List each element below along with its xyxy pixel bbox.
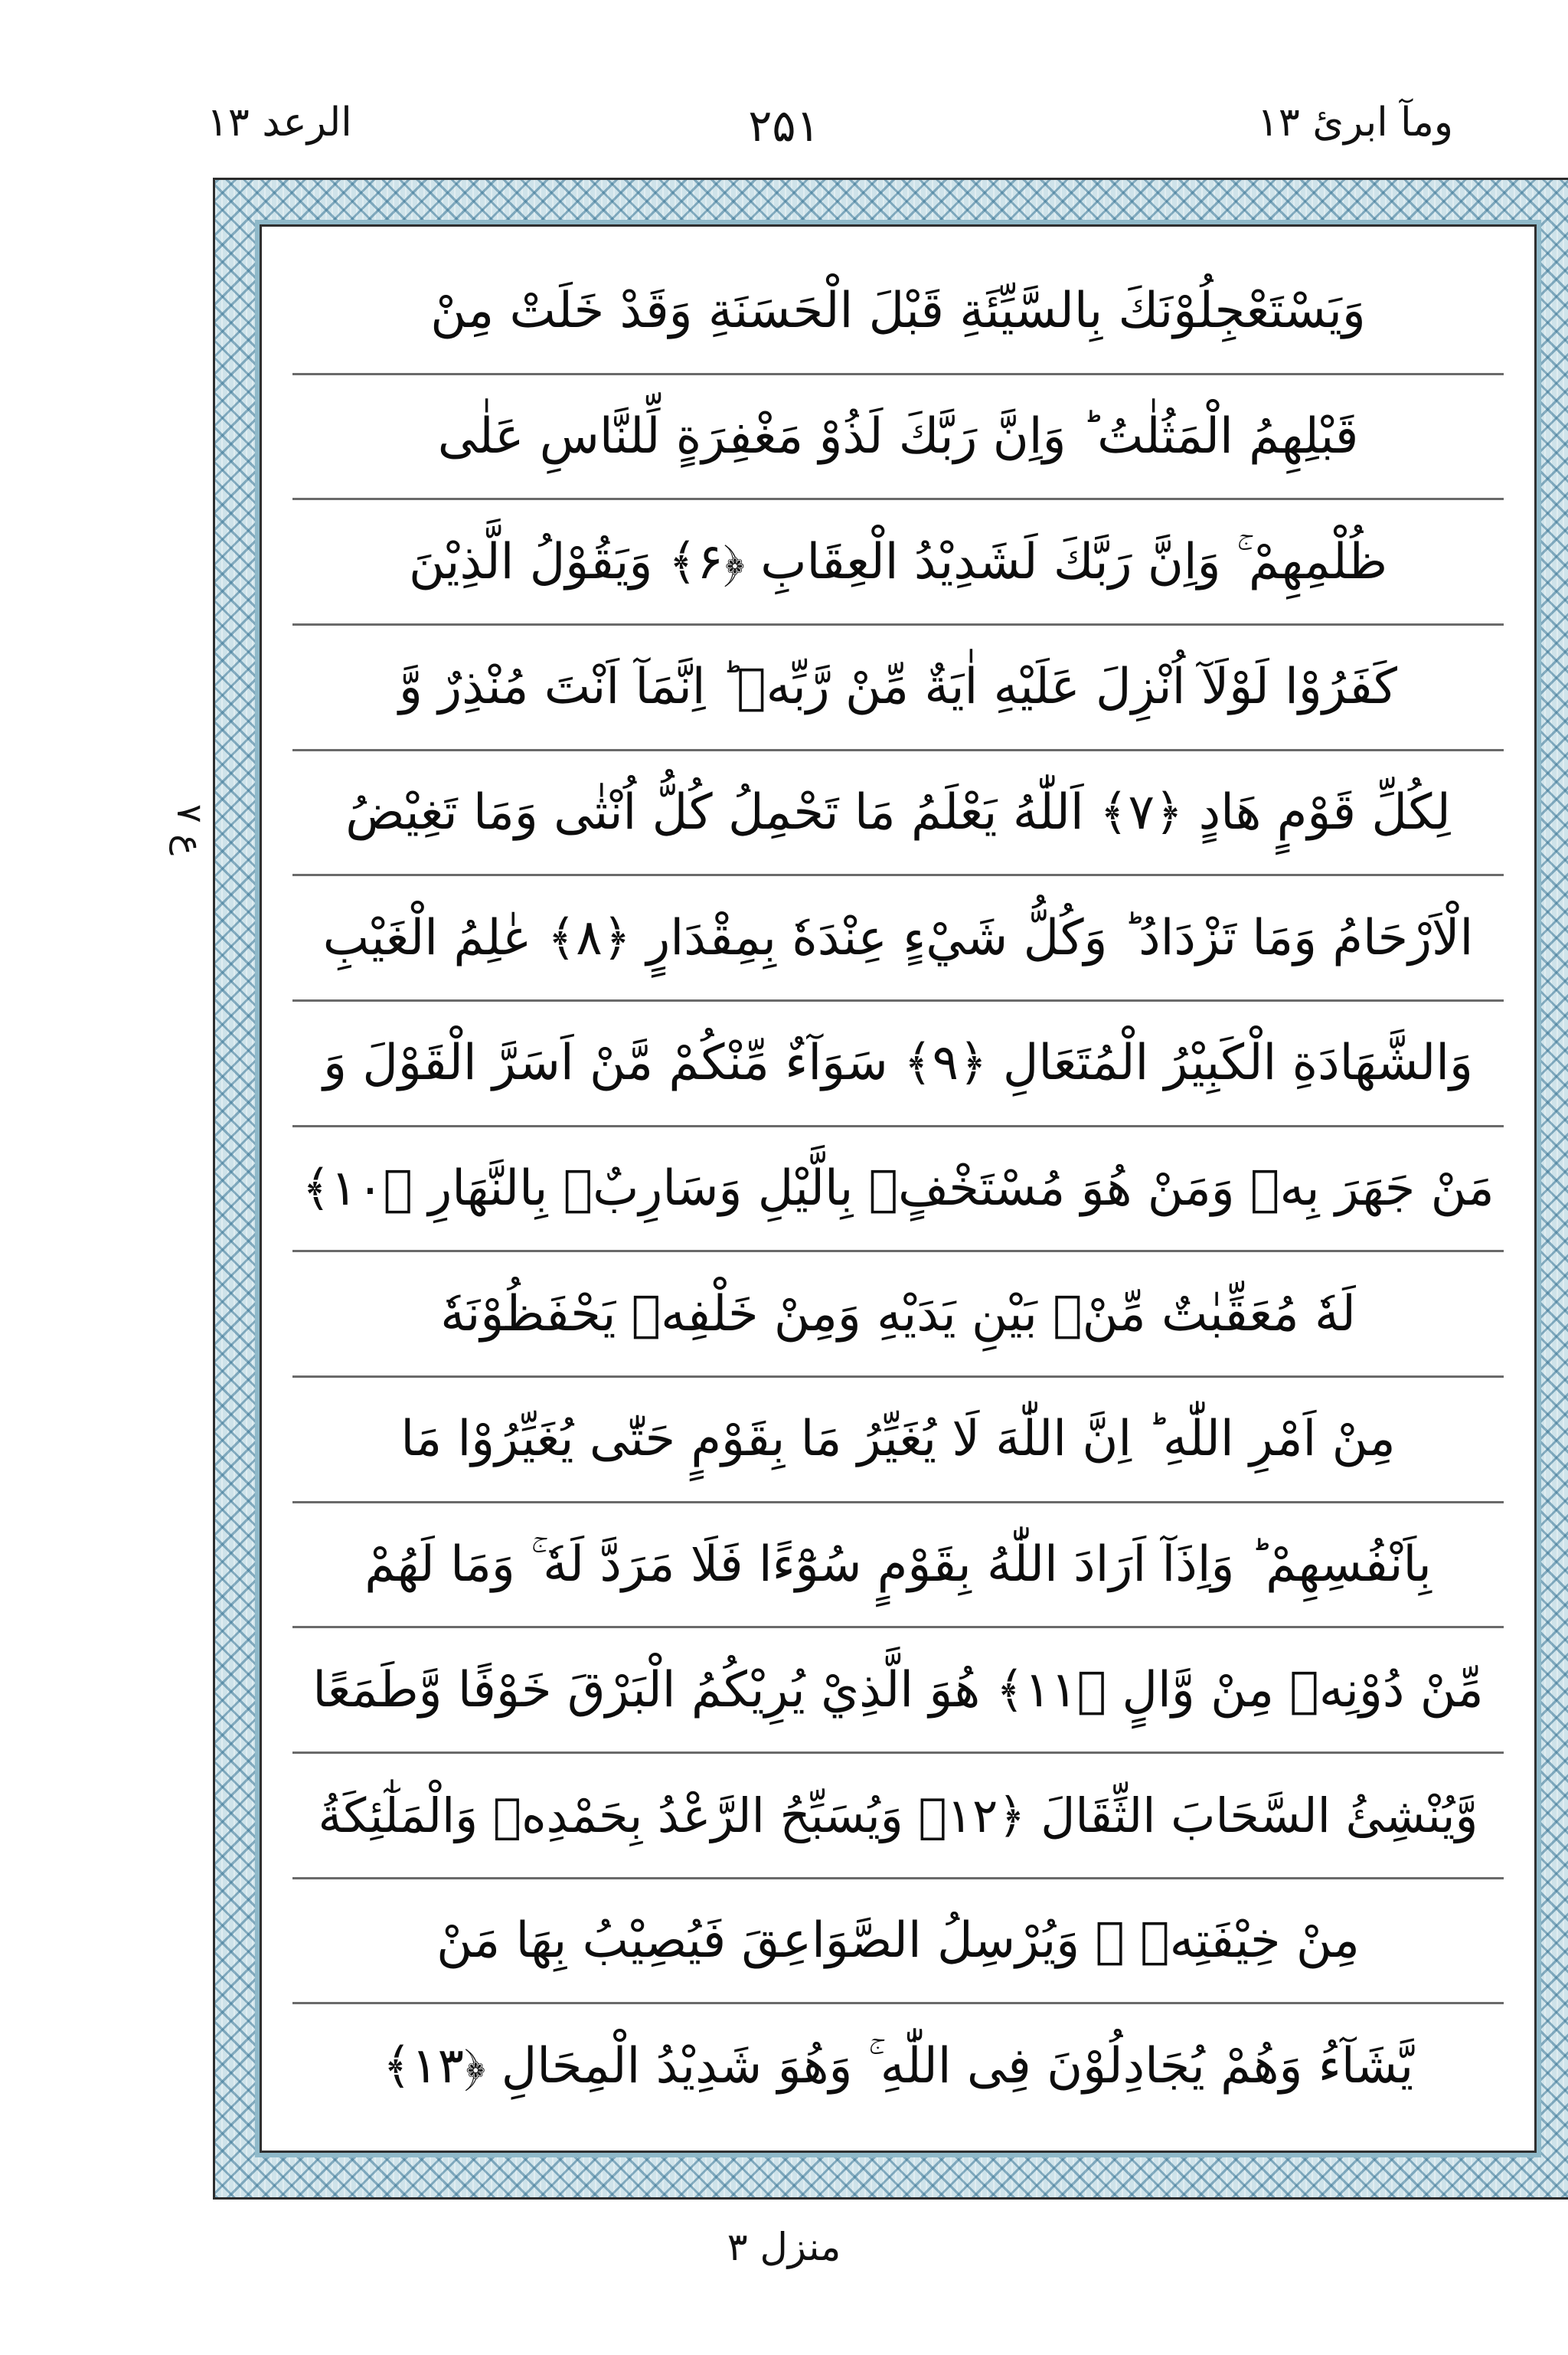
verse-line-10 bbox=[292, 1378, 1504, 1503]
verse-text: مِّنْ دُوْنِهٖ مِنْ وَّالٍ ﴿۱۱﴾ هُوَ الَّذِيْ يُرِيْكُمُ الْبَرْقَ خَوْفًا وَّطَمَعًا bbox=[312, 1661, 1484, 1719]
verse-text: لِكُلِّ قَوْمٍ هَادٍ ﴿۷﴾ اَللّٰهُ يَعْلَمُ مَا تَحْمِلُ كُلُّ اُنْثٰى وَمَا تَغِيْضُ bbox=[345, 784, 1451, 842]
verse-text: وَّيُنْشِئُ السَّحَابَ الثِّقَالَ ﴿۱۲﴾ وَيُسَبِّحُ الرَّعْدُ بِحَمْدِهٖ وَالْمَلٰٓئِكَةُ bbox=[318, 1787, 1478, 1843]
verse-line-11 bbox=[292, 1503, 1504, 1629]
verse-text: مِنْ خِيْفَتِهٖ ۚ وَيُرْسِلُ الصَّوَاعِقَ فَيُصِيْبُ بِهَا مَنْ bbox=[436, 1912, 1360, 1970]
surah-title: الرعد ۱۳ bbox=[207, 100, 352, 146]
verse-line-8 bbox=[292, 1127, 1504, 1253]
verse-line-2 bbox=[292, 375, 1504, 501]
verse-line-15 bbox=[292, 2004, 1504, 2128]
verse-text: يَّشَآءُ وَهُمْ يُجَادِلُوْنَ فِى اللّٰهِ ۚ وَهُوَ شَدِيْدُ الْمِحَالِ ﴿۱۳﴾ bbox=[382, 2037, 1414, 2095]
manzil-footer: منزل ۳ bbox=[727, 2225, 841, 2269]
verse-line-6 bbox=[292, 876, 1504, 1002]
verse-line-9 bbox=[292, 1252, 1504, 1378]
verse-line-5 bbox=[292, 751, 1504, 877]
verse-text: ظُلْمِهِمْ ۚ وَاِنَّ رَبَّكَ لَشَدِيْدُ الْعِقَابِ ﴿۶﴾ وَيَقُوْلُ الَّذِيْنَ bbox=[408, 533, 1388, 590]
verse-line-1 bbox=[292, 250, 1504, 375]
ornamental-border bbox=[213, 178, 1568, 2200]
verse-line-3 bbox=[292, 500, 1504, 626]
verse-text: كَفَرُوْا لَوْلَآ اُنْزِلَ عَلَيْهِ اٰيَةٌ مِّنْ رَّبِّهٖ ؕ اِنَّمَآ اَنْتَ مُنْذِرٌ وَّ bbox=[399, 659, 1397, 716]
verse-line-7 bbox=[292, 1002, 1504, 1127]
page-header bbox=[0, 0, 1568, 176]
juz-title: ومآ ابرئ ۱۳ bbox=[1256, 100, 1453, 146]
page-number: ۲۵۱ bbox=[748, 100, 820, 152]
verse-text: لَهٗ مُعَقِّبٰتٌ مِّنْۢ بَيْنِ يَدَيْهِ وَمِنْ خَلْفِهٖ يَحْفَظُوْنَهٗ bbox=[440, 1285, 1356, 1343]
text-panel bbox=[260, 224, 1537, 2153]
verse-text: مِنْ اَمْرِ اللّٰهِ ؕ اِنَّ اللّٰهَ لَا يُغَيِّرُ مَا بِقَوْمٍ حَتّٰى يُغَيِّرُوْا مَا bbox=[400, 1411, 1396, 1468]
verse-text: بِاَنْفُسِهِمْ ؕ وَاِذَآ اَرَادَ اللّٰهُ بِقَوْمٍ سُوْٓءًا فَلَا مَرَدَّ لَهٗ ۚ وَمَا لَهُمْ bbox=[364, 1536, 1432, 1594]
verse-text: وَالشَّهَادَةِ الْكَبِيْرُ الْمُتَعَالِ ﴿۹﴾ سَوَآءٌ مِّنْكُمْ مَّنْ اَسَرَّ الْقَوْلَ وَ bbox=[323, 1035, 1473, 1092]
verse-text: الْاَرْحَامُ وَمَا تَزْدَادُ ؕ وَكُلُّ شَيْءٍ عِنْدَهٗ بِمِقْدَارٍ ﴿۸﴾ عٰلِمُ الْغَيْبِ bbox=[322, 909, 1474, 967]
verse-text: وَيَسْتَعْجِلُوْنَكَ بِالسَّيِّئَةِ قَبْلَ الْحَسَنَةِ وَقَدْ خَلَتْ مِنْ bbox=[430, 283, 1366, 340]
verse-text: مَنْ جَهَرَ بِهٖ وَمَنْ هُوَ مُسْتَخْفٍۢ بِالَّيْلِ وَسَارِبٌۢ بِالنَّهَارِ ﴿۱۰﴾ bbox=[302, 1160, 1494, 1218]
verse-line-14 bbox=[292, 1879, 1504, 2005]
ruku-marker: ع ۷ bbox=[169, 804, 211, 855]
verse-text: قَبْلِهِمُ الْمَثُلٰتُ ؕ وَاِنَّ رَبَّكَ لَذُوْ مَغْفِرَةٍ لِّلنَّاسِ عَلٰى bbox=[437, 408, 1359, 465]
verse-line-12 bbox=[292, 1628, 1504, 1754]
verse-lines bbox=[292, 250, 1504, 2128]
verse-line-13 bbox=[292, 1754, 1504, 1879]
verse-line-4 bbox=[292, 626, 1504, 751]
